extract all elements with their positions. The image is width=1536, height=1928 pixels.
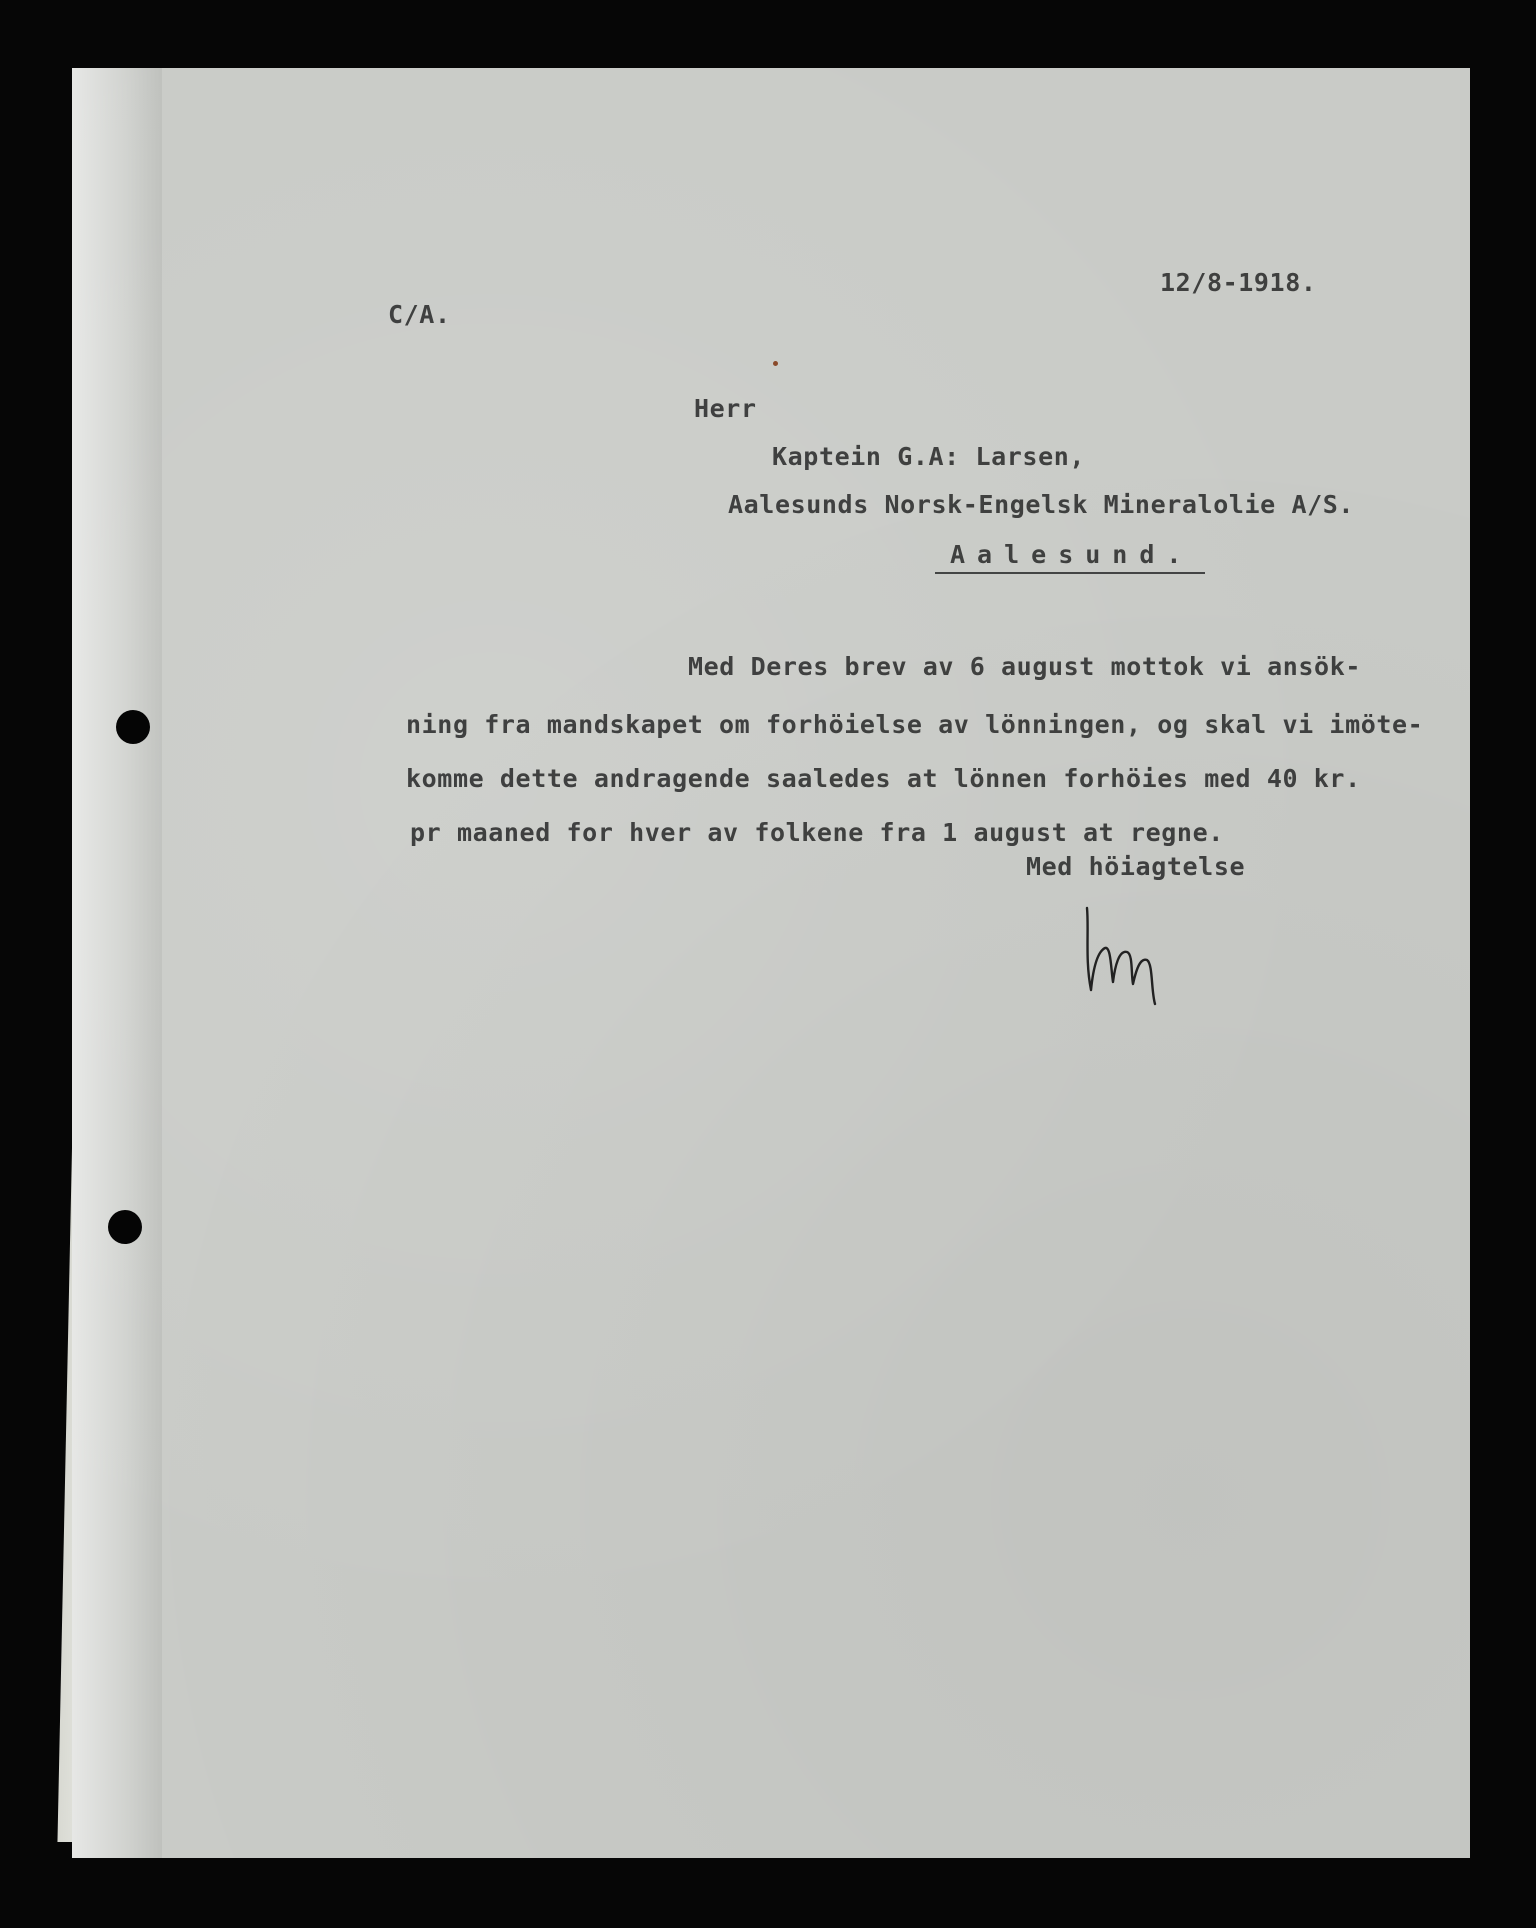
recipient-company: Aalesunds Norsk-Engelsk Mineralolie A/S. <box>728 490 1355 519</box>
body-line-1: Med Deres brev av 6 august mottok vi ansök- <box>688 652 1362 681</box>
recipient-city-underline <box>935 572 1205 574</box>
recipient-city: Aalesund. <box>950 540 1194 569</box>
punch-hole-top <box>116 710 150 744</box>
letter-paper <box>72 68 1470 1858</box>
body-line-3: komme dette andragende saaledes at lönnen forhöies med 40 kr. <box>406 764 1361 793</box>
recipient-name: Kaptein G.A: Larsen, <box>772 442 1086 471</box>
reference-code: C/A. <box>388 300 451 329</box>
paper-speck <box>773 361 778 366</box>
body-line-2: ning fra mandskapet om forhöielse av lönningen, og skal vi imöte- <box>406 710 1424 739</box>
body-line-4: pr maaned for hver av folkene fra 1 august at regne. <box>410 818 1224 847</box>
paper-fold-shadow <box>72 68 162 1858</box>
punch-hole-bottom <box>108 1210 142 1244</box>
salutation: Herr <box>694 394 757 423</box>
closing: Med höiagtelse <box>1026 852 1246 881</box>
handwritten-signature <box>1075 900 1185 1010</box>
letter-date: 12/8-1918. <box>1160 268 1317 297</box>
